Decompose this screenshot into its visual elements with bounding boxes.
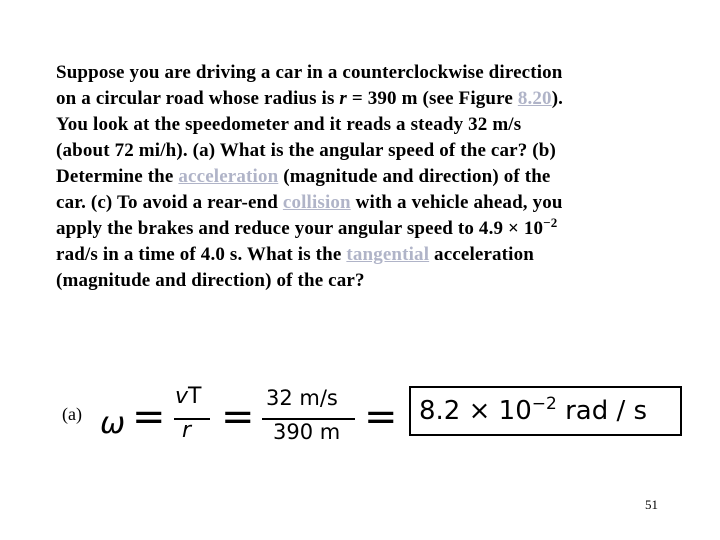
page-number: 51 — [645, 497, 658, 512]
problem-line-9: (magnitude and direction) of the car? — [56, 270, 365, 291]
problem-line-6: car. (c) To avoid a rear-end collision with a vehicle ahead, you — [56, 192, 563, 213]
speed-value: 32 m/s — [266, 386, 338, 410]
radius-value: 390 m — [273, 420, 341, 444]
problem-line-7: apply the brakes and reduce your angular speed to $4.9 \times 10^{-2}$ — [56, 215, 558, 239]
problem-line-2: on a circular road whose radius is r = 390 m (see Figure 8.20). — [56, 88, 564, 109]
part-a-label: (a) — [62, 404, 82, 424]
omega-symbol: ω — [100, 406, 126, 441]
equals-sign-1: = — [132, 394, 166, 440]
problem-line-4: (about 72 mi/h). (a) What is the angular speed of the car? (b) — [56, 140, 556, 161]
acceleration-link[interactable]: acceleration — [178, 166, 279, 187]
exponent: −2 — [543, 215, 558, 230]
problem-line-3: You look at the speedometer and it reads a steady 32 m/s — [56, 114, 522, 135]
equals-sign-3: = — [364, 394, 398, 440]
solution-equation — [96, 376, 696, 456]
problem-statement — [56, 60, 706, 294]
answer-box: $8.2 \times 10^{-2}$ rad / s — [409, 386, 682, 436]
figure-link[interactable]: 8.20 — [517, 88, 552, 109]
radius-variable: r — [339, 88, 347, 109]
tangential-speed-symbol: vT — [175, 384, 202, 409]
tangential-link[interactable]: tangential — [346, 244, 430, 265]
problem-line-8: rad/s in a time of 4.0 s. What is the tangential acceleration — [56, 244, 534, 265]
collision-link[interactable]: collision — [282, 192, 351, 213]
fraction-bar-1 — [174, 418, 210, 420]
radius-symbol: r — [182, 418, 192, 443]
problem-line-5: Determine the acceleration (magnitude and direction) of the — [56, 166, 551, 187]
tangential-subscript: T — [188, 384, 202, 409]
answer-exponent: −2 — [531, 394, 557, 414]
equals-sign-2: = — [221, 394, 255, 440]
problem-line-1: Suppose you are driving a car in a counterclockwise direction — [56, 62, 563, 83]
